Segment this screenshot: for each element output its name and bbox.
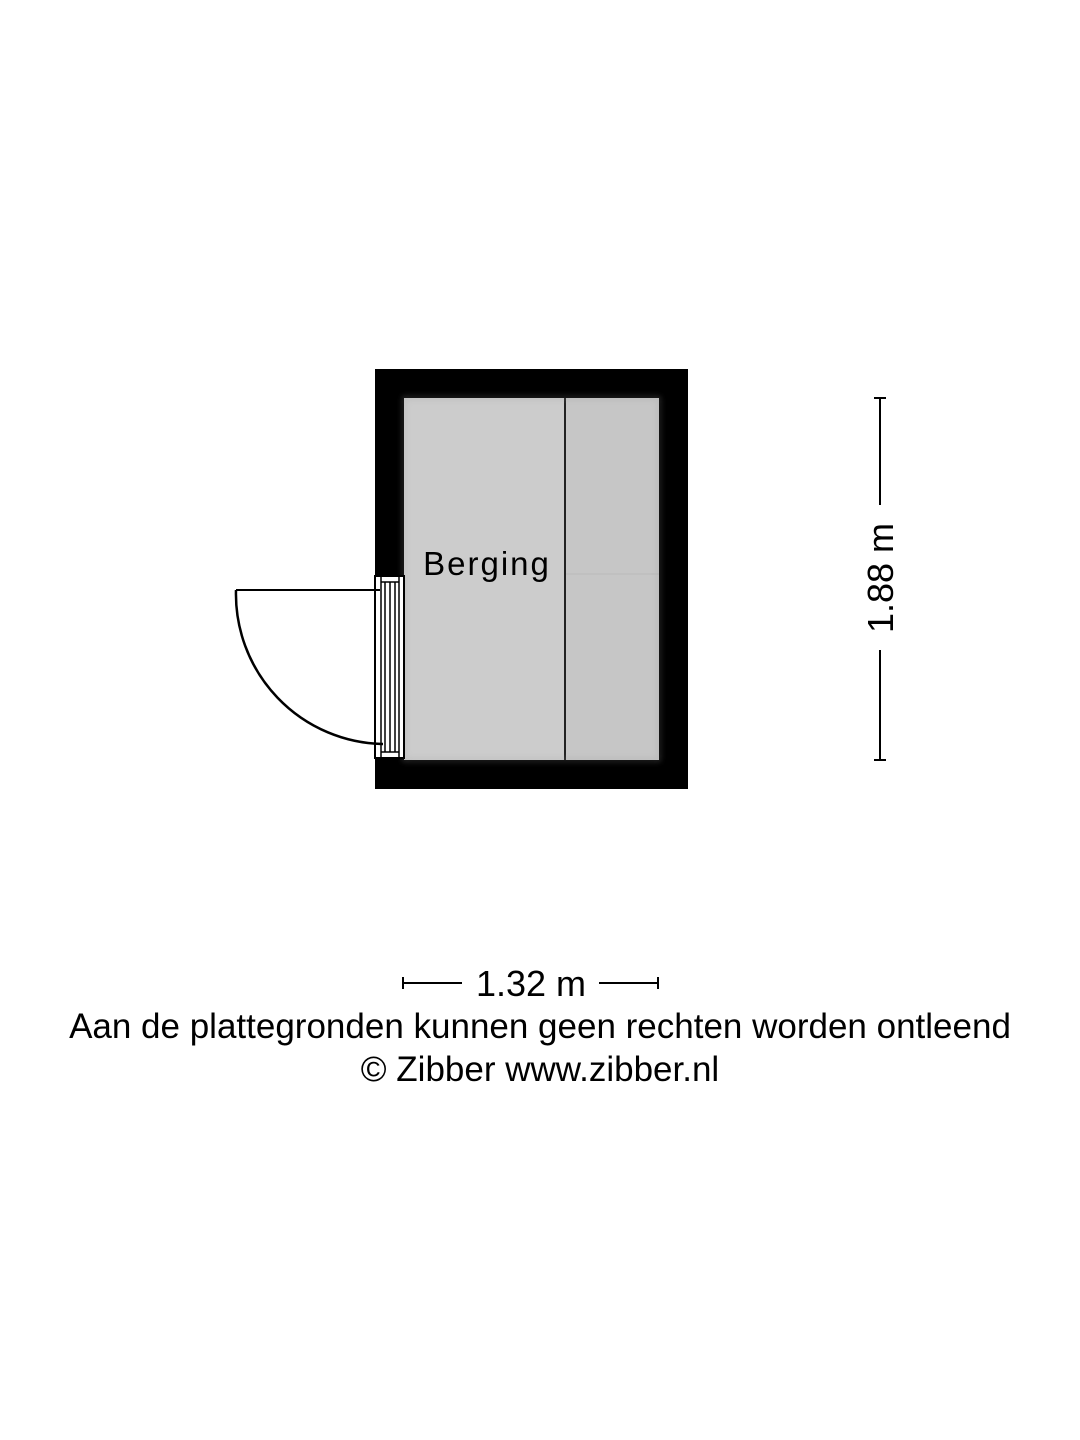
disclaimer-text: Aan de plattegronden kunnen geen rechten worden ontleend xyxy=(69,1007,1011,1046)
width-dimension xyxy=(403,963,658,1004)
height-label: 1.88 m xyxy=(860,522,901,634)
floor-side-section xyxy=(566,398,659,760)
height-dimension xyxy=(860,398,901,760)
width-label: 1.32 m xyxy=(475,963,587,1004)
door-swing-arc xyxy=(236,590,383,744)
copyright-text: © Zibber www.zibber.nl xyxy=(360,1050,720,1089)
room-label: Berging xyxy=(423,545,551,582)
